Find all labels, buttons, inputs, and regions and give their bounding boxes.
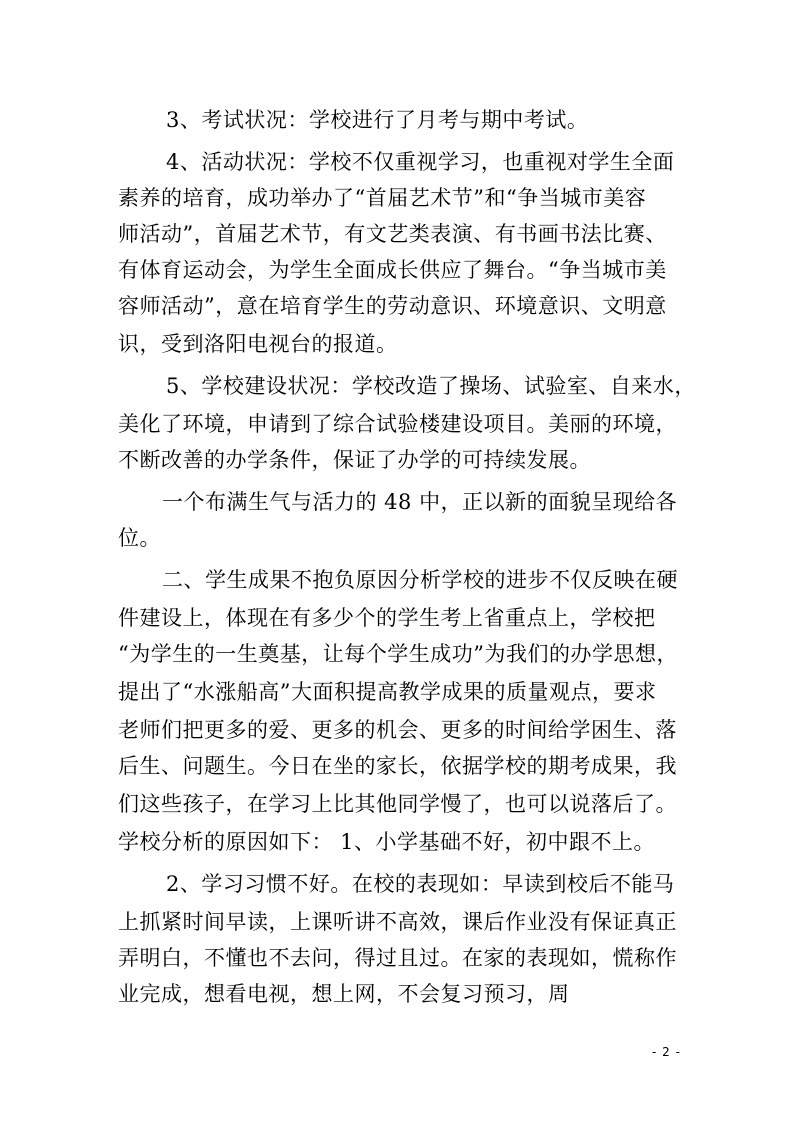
text-line: 提出了“水涨船高”大面积提高教学成果的质量观点，要求 <box>118 680 657 704</box>
text-line: 弄明白，不懂也不去问，得过且过。在家的表现如，慌称作 <box>118 946 677 970</box>
text-line: 一个布满生气与活力的 48 中，正以新的面貌呈现给各 <box>162 490 678 514</box>
text-line: “为学生的一生奠基，让每个学生成功”为我们的办学思想， <box>118 642 678 666</box>
text-line: 们这些孩子，在学习上比其他同学慢了，也可以说落后了。 <box>118 792 677 816</box>
text-line: 容师活动”，意在培育学生的劳动意识、环境意识、文明意 <box>118 294 667 318</box>
text-line: 位。 <box>118 526 161 550</box>
text-line: 5、学校建设状况：学校改造了操场、试验室、自来水， <box>166 374 696 398</box>
text-line: 2、学习习惯不好。在校的表现如：早读到校后不能马 <box>166 872 675 896</box>
text-line: 老师们把更多的爱、更多的机会、更多的时间给学困生、落 <box>118 718 677 742</box>
page-number: - 2 - <box>652 1045 681 1059</box>
text-line: 业完成，想看电视，想上网，不会复习预习，周 <box>118 982 570 1006</box>
text-line: 有体育运动会，为学生全面成长供应了舞台。“争当城市美 <box>118 258 667 282</box>
text-line: 识，受到洛阳电视台的报道。 <box>118 332 398 356</box>
text-line: 3、考试状况：学校进行了月考与期中考试。 <box>166 108 589 132</box>
text-line: 上抓紧时间早读，上课听讲不高效，课后作业没有保证真正 <box>118 910 677 934</box>
text-line: 素养的培育，成功举办了“首届艺术节”和“争当城市美容 <box>118 186 647 210</box>
text-line: 师活动”，首届艺术节，有文艺类表演、有书画书法比赛、 <box>118 222 667 246</box>
text-line: 件建设上，体现在有多少个的学生考上省重点上，学校把 <box>118 606 656 630</box>
text-line: 美化了环境，申请到了综合试验楼建设项目。美丽的环境， <box>118 412 677 436</box>
text-line: 后生、问题生。今日在坐的家长，依据学校的期考成果，我 <box>118 754 677 778</box>
text-line: 不断改善的办学条件，保证了办学的可持续发展。 <box>118 448 591 472</box>
text-line: 二、学生成果不抱负原因分析学校的进步不仅反映在硬 <box>162 568 678 592</box>
text-line: 学校分析的原因如下： 1、小学基础不好，初中跟不上。 <box>118 830 656 854</box>
text-line: 4、活动状况：学校不仅重视学习，也重视对学生全面 <box>166 150 675 174</box>
